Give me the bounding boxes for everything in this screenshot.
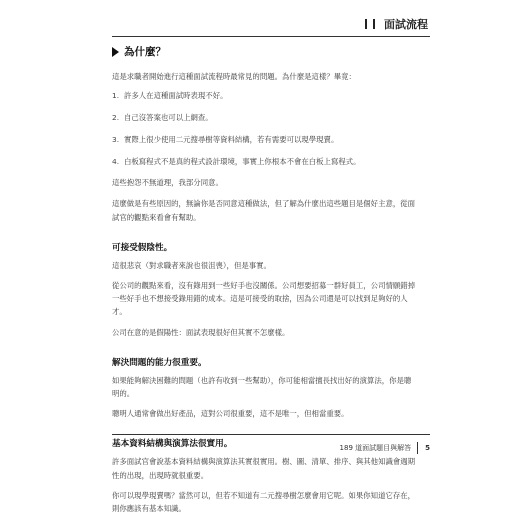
list-number: 4. <box>112 157 120 167</box>
list-text: 實際上很少使用二元搜尋樹等資料結構，若有需要可以現學現賣。 <box>124 135 339 145</box>
list-item <box>112 89 418 102</box>
list-text: 白板寫程式不是真的程式設計環境，事實上你根本不會在白板上寫程式。 <box>124 157 361 167</box>
body-paragraph: 從公司的觀點來看，沒有錄用到一些好手也沒關係。公司想要招募一群好員工，公司情願錯掉一些好手也不想接受錄用錯的成本。這是可接受的取捨，因為公司還是可以找到足夠好的人才。 <box>112 281 416 317</box>
footer-separator <box>417 442 418 454</box>
closing-paragraph: 這麼做是有些原因的，無論你是否同意這種做法，但了解為什麼出這些題目是個好主意，從面試官的觀點來看會有幫助。 <box>112 199 416 222</box>
subheading-basic-ds: 基本資料結構與演算法很實用。 <box>112 439 233 450</box>
running-footer <box>300 442 430 454</box>
footer-book-title: 189 道面試題目與解答 <box>339 444 412 452</box>
triangle-bullet-icon <box>112 47 119 57</box>
body-paragraph: 如果能夠解決困難的問題（也許有收到一些幫助），你可能相當擅長找出好的演算法，你是聰明的。 <box>112 375 412 399</box>
body-paragraph: 這很悲哀（對求職者來說也很沮喪），但是事實。 <box>112 260 271 270</box>
page-number: 5 <box>425 444 430 452</box>
list-text: 許多人在這種面試時表現不好。 <box>124 91 228 101</box>
list-item <box>112 111 418 124</box>
body-paragraph: 你可以現學現賣嗎？當然可以，但若不知道有二元搜尋樹怎麼會用它呢。如果你知道它存在，則你應該有基本知識。 <box>112 490 416 514</box>
intro-paragraph: 這是求職者開始進行這種面試流程時最常見的問題。為什麼是這樣？畢竟： <box>112 72 356 81</box>
section-heading-why <box>112 44 418 59</box>
running-header <box>365 17 428 31</box>
subheading-problem-solving: 解決問題的能力很重要。 <box>112 357 207 368</box>
header-divider <box>112 36 430 37</box>
list-item <box>112 133 418 146</box>
header-bar-icon <box>373 19 375 29</box>
list-item <box>112 155 418 168</box>
header-section-title: 面試流程 <box>384 18 428 31</box>
body-paragraph: 聰明人通常會做出好產品，這對公司很重要，這不是唯一，但相當重要。 <box>112 409 349 419</box>
subheading-false-negative: 可接受假陰性。 <box>112 242 173 253</box>
list-number: 2. <box>112 113 120 123</box>
list-number: 1. <box>112 91 120 101</box>
header-bar-icon <box>365 19 367 29</box>
list-number: 3. <box>112 135 120 145</box>
footer-divider <box>112 434 430 435</box>
complaint-list <box>112 89 418 168</box>
body-paragraph: 公司在意的是假陽性：面試表現很好但其實不怎麼樣。 <box>112 327 290 337</box>
body-paragraph: 許多面試官會說基本資料結構與演算法其實很實用。樹、圖、清單、排序、與其他知識會週期性的出現，出現時就很重要。 <box>112 457 416 480</box>
list-text: 自己沒答案也可以上網查。 <box>124 113 213 123</box>
agree-paragraph: 這些抱怨不無道理，我部分同意。 <box>112 178 223 188</box>
section-heading-text: 為什麼？ <box>124 46 166 58</box>
